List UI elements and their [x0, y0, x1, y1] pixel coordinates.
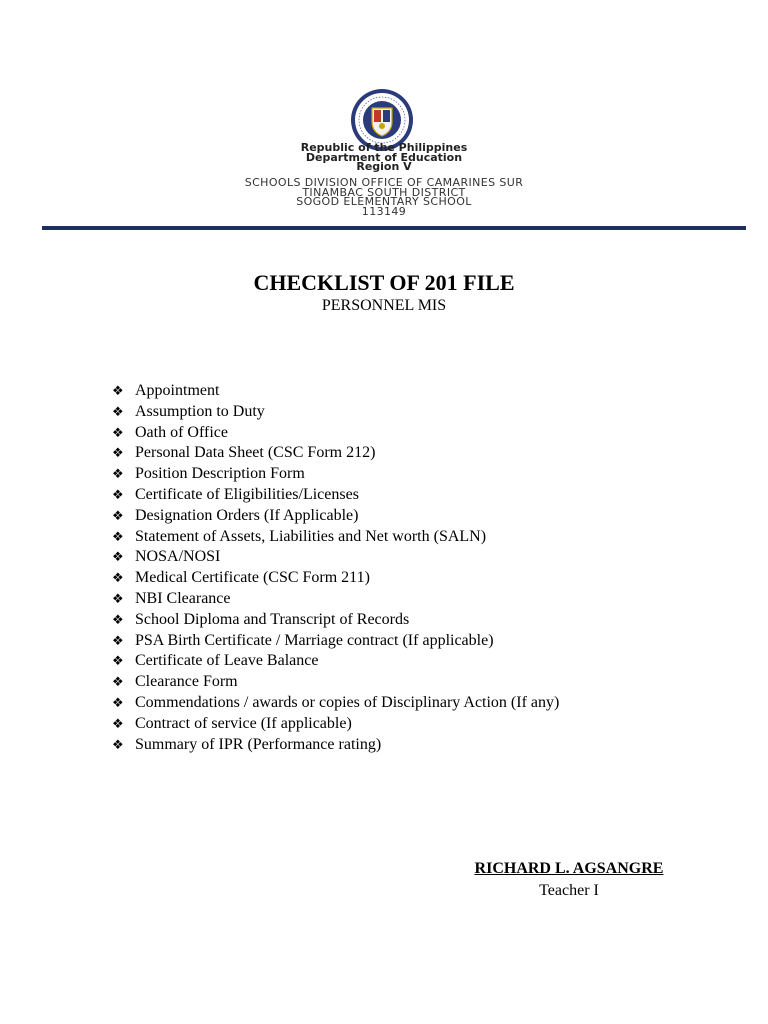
diamond-bullet-icon: ❖ [112, 737, 124, 753]
diamond-bullet-icon: ❖ [112, 571, 124, 587]
republic-line: Republic of the Philippines [300, 141, 468, 154]
diamond-bullet-icon: ❖ [112, 716, 124, 732]
diamond-bullet-icon: ❖ [112, 695, 124, 711]
checklist-item [112, 631, 559, 652]
checklist-item [112, 423, 559, 444]
checklist-item [112, 568, 559, 589]
checklist-item-label: NBI Clearance [135, 589, 231, 607]
diamond-bullet-icon: ❖ [112, 384, 124, 399]
diamond-bullet-icon: ❖ [112, 404, 124, 420]
diamond-bullet-icon: ❖ [112, 612, 124, 628]
page-subtitle: PERSONNEL MIS [321, 297, 447, 314]
checklist-item [112, 672, 559, 693]
checklist-item-label: NOSA/NOSI [135, 548, 221, 566]
header-divider [42, 226, 746, 230]
checklist-item [112, 547, 559, 568]
checklist-item-label: Certificate of Eligibilities/Licenses [135, 485, 359, 503]
signatory-name: RICHARD L. AGSANGRE [474, 860, 664, 877]
checklist-item [112, 381, 559, 402]
signatory-position: Teacher I [539, 882, 599, 899]
checklist-item [112, 693, 559, 714]
checklist-item-label: School Diploma and Transcript of Records [135, 610, 410, 628]
diamond-bullet-icon: ❖ [112, 591, 124, 607]
checklist-item-label: Certificate of Leave Balance [135, 652, 319, 670]
diamond-bullet-icon: ❖ [112, 508, 124, 524]
checklist-item-label: Clearance Form [135, 673, 238, 691]
checklist-item-label: Medical Certificate (CSC Form 211) [135, 569, 370, 587]
checklist-item [112, 735, 559, 756]
checklist-item [112, 464, 559, 485]
checklist-item [112, 610, 559, 631]
checklist [112, 381, 559, 755]
diamond-bullet-icon: ❖ [112, 487, 124, 503]
checklist-item [112, 527, 559, 548]
page-title: CHECKLIST OF 201 FILE [253, 270, 515, 295]
checklist-item-label: Commendations / awards or copies of Disciplinary Action (If any) [135, 693, 560, 711]
checklist-item [112, 714, 559, 735]
checklist-item-label: Contract of service (If applicable) [135, 714, 352, 732]
diamond-bullet-icon: ❖ [112, 675, 124, 691]
diamond-bullet-icon: ❖ [112, 529, 124, 545]
checklist-item [112, 506, 559, 527]
region-line: Region V [356, 160, 412, 173]
diamond-bullet-icon: ❖ [112, 446, 124, 462]
checklist-item-label: PSA Birth Certificate / Marriage contract (If applicable) [135, 631, 494, 649]
letterhead [0, 143, 768, 172]
diamond-bullet-icon: ❖ [112, 425, 124, 441]
diamond-bullet-icon: ❖ [112, 467, 124, 483]
checklist-item-label: Position Description Form [135, 465, 305, 483]
diamond-bullet-icon: ❖ [112, 550, 124, 566]
checklist-item-label: Assumption to Duty [135, 402, 265, 420]
office-block [0, 178, 768, 216]
checklist-item-label: Statement of Assets, Liabilities and Net worth (SALN) [135, 527, 487, 545]
district-line: TINAMBAC SOUTH DISTRICT [302, 185, 466, 199]
checklist-item-label: Appointment [135, 382, 220, 399]
checklist-item [112, 651, 559, 672]
checklist-item-label: Oath of Office [135, 423, 228, 441]
school-id-line: 113149 [361, 204, 407, 218]
checklist-item [112, 402, 559, 423]
checklist-item-label: Designation Orders (If Applicable) [135, 506, 359, 524]
department-line: Department of Education [305, 150, 463, 164]
diamond-bullet-icon: ❖ [112, 633, 124, 649]
checklist-item [112, 443, 559, 464]
diamond-bullet-icon: ❖ [112, 654, 124, 670]
checklist-item-label: Personal Data Sheet (CSC Form 212) [135, 444, 376, 462]
division-line: SCHOOLS DIVISION OFFICE OF CAMARINES SUR [244, 176, 524, 189]
checklist-item [112, 485, 559, 506]
checklist-item-label: Summary of IPR (Performance rating) [135, 735, 382, 753]
checklist-item [112, 589, 559, 610]
school-line: SOGOD ELEMENTARY SCHOOL [296, 195, 472, 208]
